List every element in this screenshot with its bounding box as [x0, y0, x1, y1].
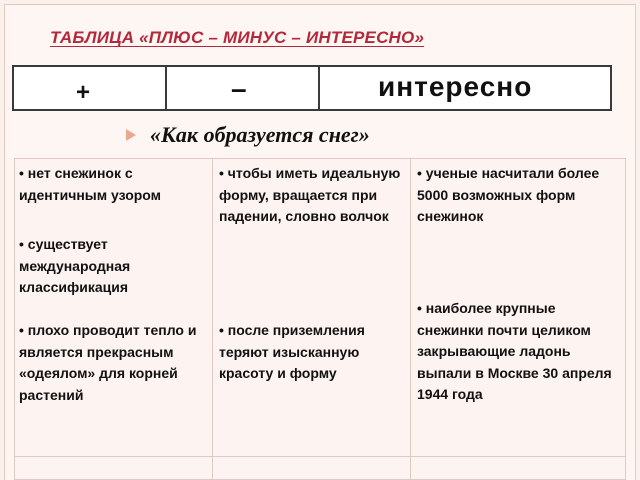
interesting-item: • ученые насчитали более 5000 возможных форм снежинок: [417, 165, 600, 224]
minus-item: • после приземления теряют изысканную красоту и форму: [219, 322, 365, 381]
arrow-bullet-icon: [126, 129, 136, 141]
header-minus-cell: [167, 67, 320, 109]
header-table: [12, 65, 612, 111]
plus-column: [15, 159, 213, 479]
content-table: [14, 158, 626, 480]
plus-item: • плохо проводит тепло и является прекрасным «одеялом» для корней растений: [19, 322, 197, 403]
plus-item: • существует международная классификация: [19, 236, 131, 295]
minus-item: • чтобы иметь идеальную форму, вращается при падении, словно волчок: [219, 165, 401, 224]
minus-column: [213, 159, 411, 479]
header-interesting-cell: [320, 67, 610, 109]
header-minus-label: –: [231, 73, 247, 104]
interesting-column: [411, 159, 625, 479]
interesting-item: • наиболее крупные снежинки почти целиком закрывающие ладонь выпали в Москве 30 апреля 1944 года: [417, 300, 612, 402]
topic-line: [126, 122, 370, 148]
topic-title: «Как образуется снег»: [150, 122, 370, 147]
header-interesting-label: интересно: [378, 71, 533, 102]
slide-title: ТАБЛИЦА «ПЛЮС – МИНУС – ИНТЕРЕСНО»: [50, 28, 425, 47]
row-divider: [15, 456, 625, 457]
header-plus-cell: [14, 67, 167, 109]
header-plus-label: +: [76, 79, 91, 106]
plus-item: • нет снежинок с идентичным узором: [19, 165, 162, 203]
